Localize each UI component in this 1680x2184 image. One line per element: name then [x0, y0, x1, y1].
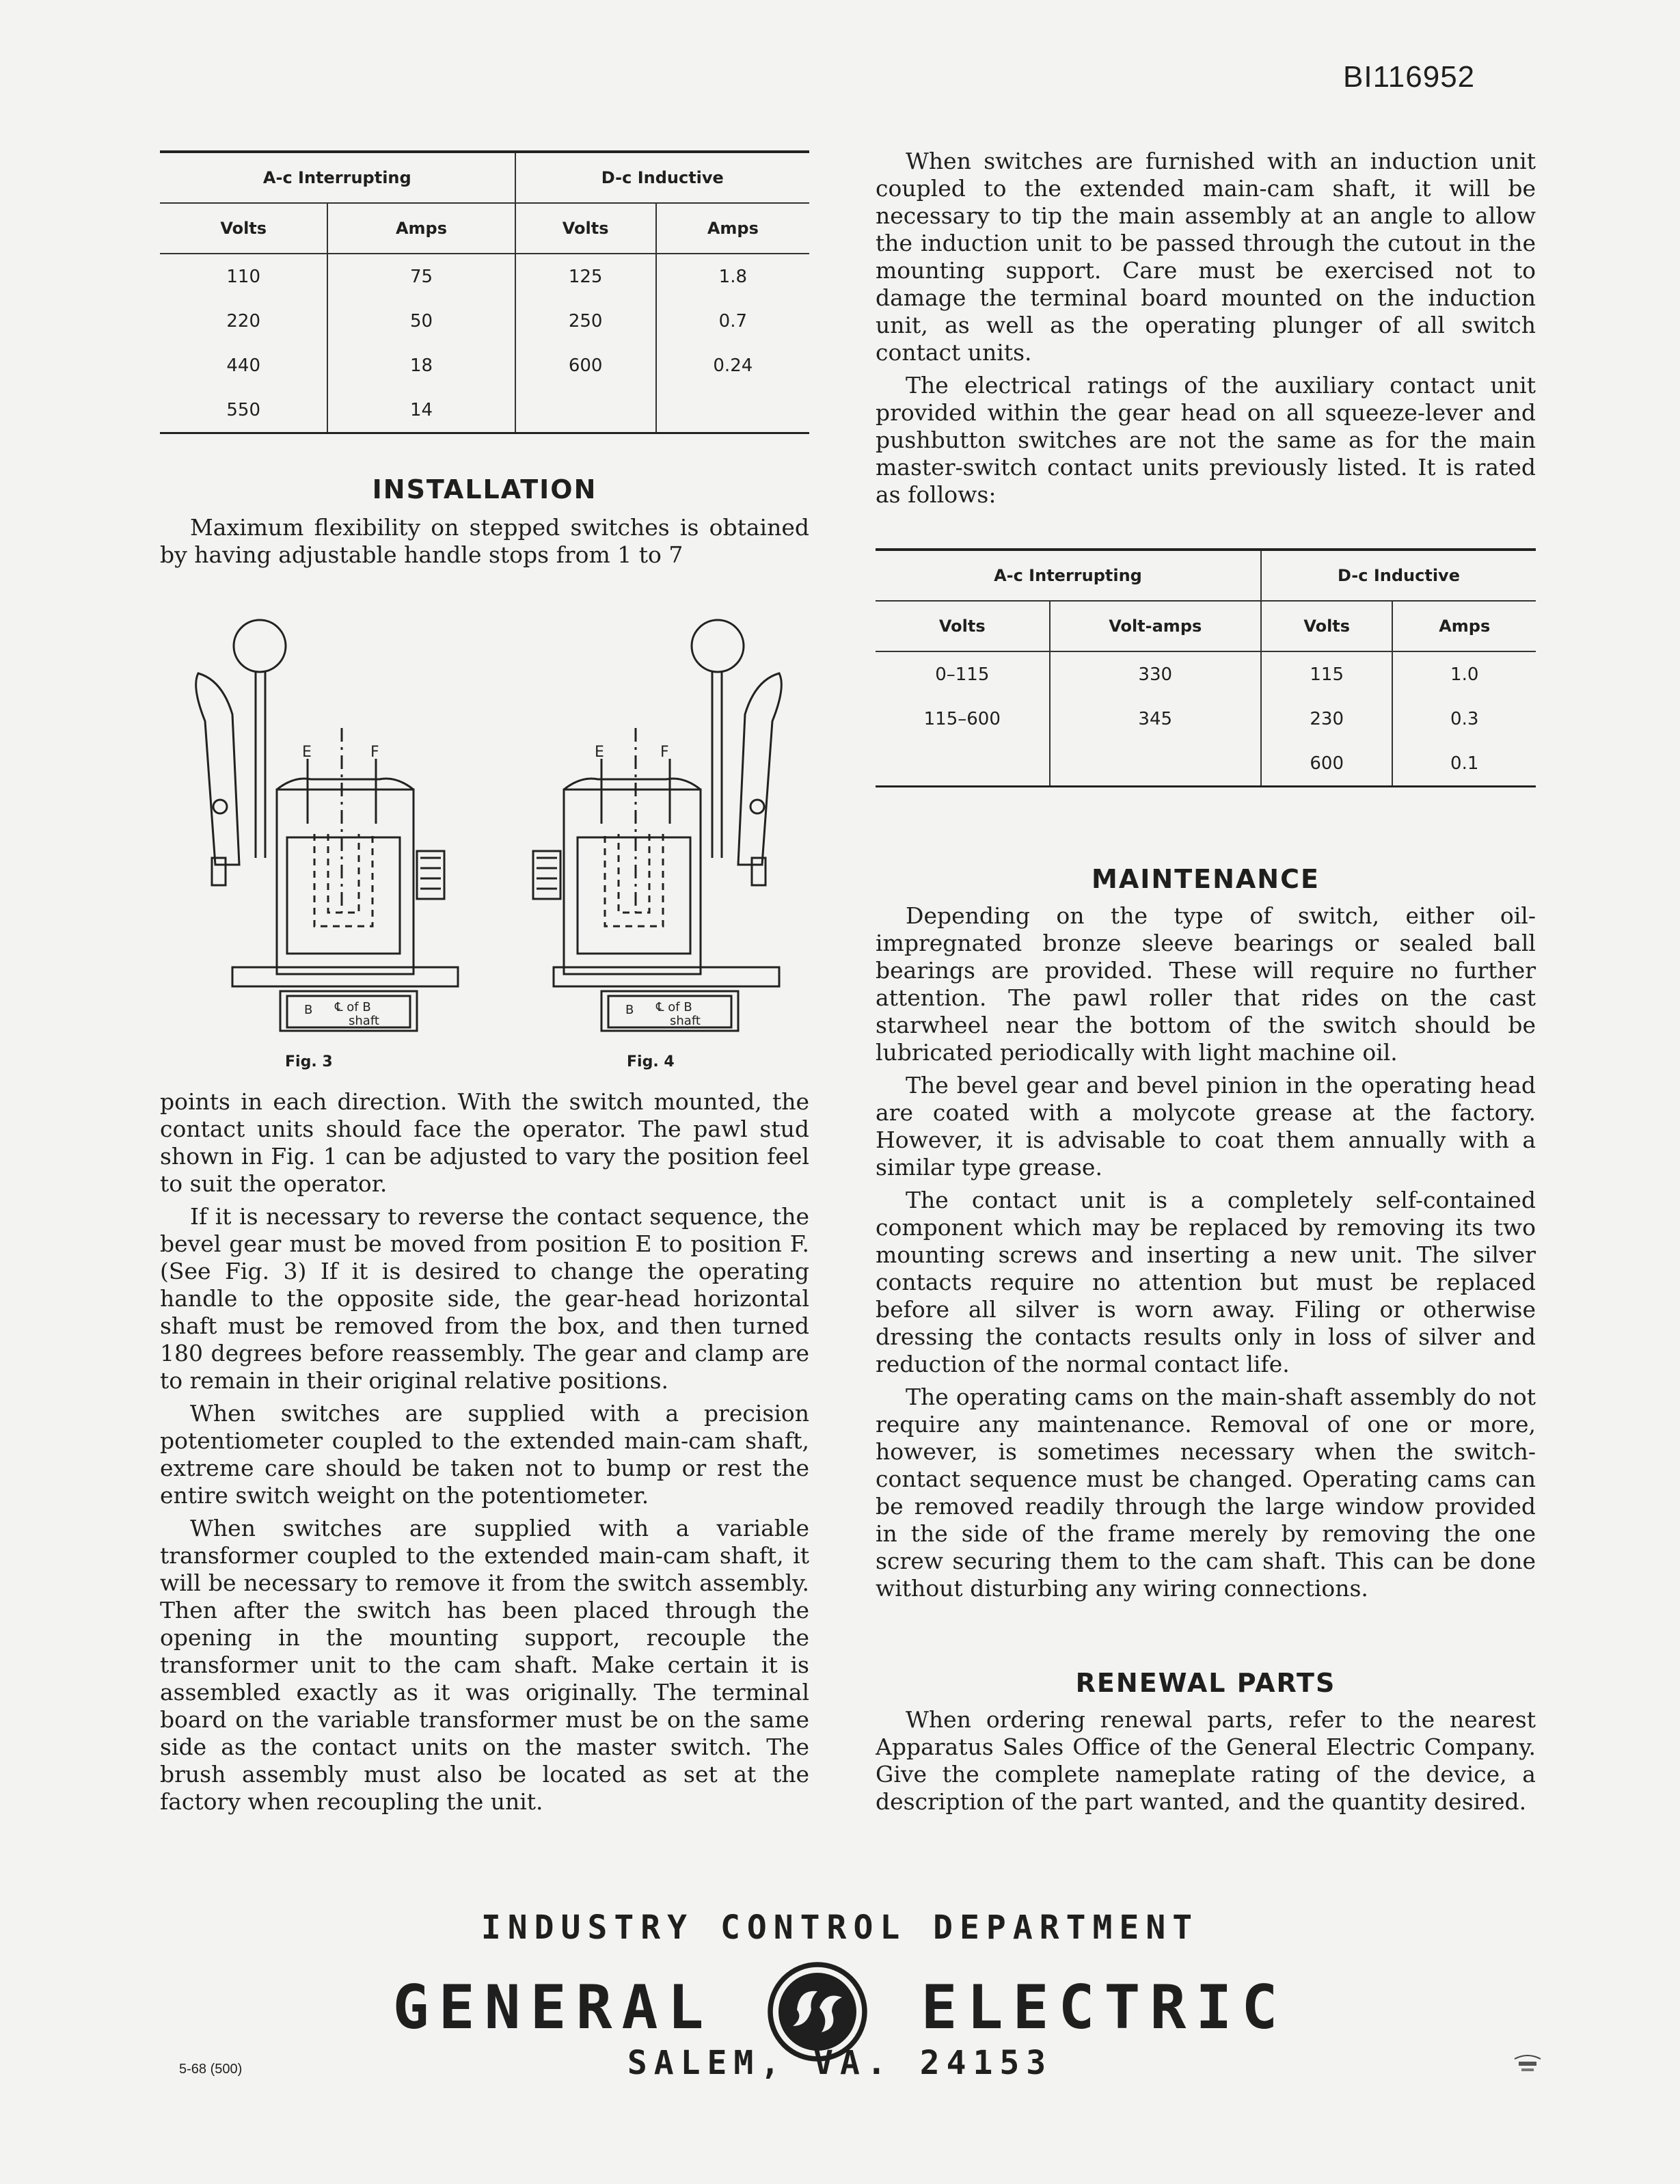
print-code: 5-68 (500) — [179, 2062, 243, 2077]
induction-unit-text — [876, 148, 1536, 514]
handle-knob-icon — [692, 620, 744, 672]
paragraph: If it is necessary to reverse the contact sequence, the bevel gear must be moved from position E to position F. (See Fig. 3) If it is desired to change the operating handle to the opposite side, the gear-head horizontal shaft must be removed from the box, and then turned 180 degrees before reassembly. The gear and clamp are to remain in their original relative positions. — [160, 1203, 809, 1394]
dc-group-header: D-c Inductive — [515, 152, 809, 203]
table-cell: 0.1 — [1392, 741, 1536, 787]
contact-rating-table — [160, 150, 809, 434]
label-shaft: shaft — [349, 1014, 379, 1028]
table-row — [160, 388, 809, 433]
installation-body — [160, 1088, 809, 1821]
table-cell: 50 — [327, 299, 515, 343]
paragraph: When ordering renewal parts, refer to the nearest Apparatus Sales Office of the General Electric Company. Give the complete nameplate rating of the device, a description of the part wanted, and the quantity desired. — [876, 1706, 1536, 1815]
renewal-parts-heading: RENEWAL PARTS — [1075, 1668, 1336, 1698]
table-cell — [876, 741, 1050, 787]
label-e: E — [595, 744, 604, 761]
squeeze-lever-icon — [196, 673, 239, 865]
label-b: B — [304, 1003, 313, 1017]
table-row — [160, 299, 809, 343]
renewal-parts-body — [876, 1706, 1536, 1821]
paragraph: The electrical ratings of the auxiliary contact unit provided within the gear head on all squeeze-lever and pushbutton switches are not the same as for the main master-switch contact units previously listed. It is rated as follows: — [876, 372, 1536, 508]
installation-intro — [160, 514, 809, 574]
col-header: Volts — [515, 203, 656, 254]
table-cell: 18 — [327, 343, 515, 388]
col-header: Volts — [160, 203, 327, 254]
paragraph: points in each direction. With the switch mounted, the contact units should face the operator. The pawl stud shown in Fig. 1 can be adjusted to vary the position feel to suit the operator. — [160, 1088, 809, 1197]
auxiliary-contact-rating-table — [876, 548, 1536, 787]
company-address: SALEM, VA. 24153 — [627, 2044, 1053, 2082]
maintenance-heading: MAINTENANCE — [1092, 864, 1320, 894]
paragraph: When switches are supplied with a variable transformer coupled to the extended main-cam shaft, it will be necessary to remove it from the switch assembly. Then after the switch has been placed through the opening in the mounting support, recouple the transformer unit to the cam shaft. Make certain it is assembled exactly as it was originally. The terminal board on the variable transformer must be on the same side as the contact units on the master switch. The brush assembly must also be located as set at the factory when recoupling the unit. — [160, 1515, 809, 1815]
table-cell: 600 — [1261, 741, 1393, 787]
table-cell: 0.7 — [656, 299, 809, 343]
table-cell: 345 — [1050, 697, 1261, 741]
table-cell: 600 — [515, 343, 656, 388]
table-cell: 550 — [160, 388, 327, 433]
department-name: INDUSTRY CONTROL DEPARTMENT — [480, 1909, 1200, 1947]
union-label-icon — [1510, 2051, 1545, 2078]
table-cell: 1.8 — [656, 254, 809, 299]
label-centerline: ℄ of B — [656, 1000, 692, 1014]
table-row — [876, 741, 1536, 787]
table-cell: 330 — [1050, 651, 1261, 697]
table-cell: 125 — [515, 254, 656, 299]
handle-knob-icon — [234, 620, 286, 672]
ac-group-header: A-c Interrupting — [876, 550, 1261, 601]
figure-4-switch-drawing — [506, 605, 793, 1042]
col-header: Volt-amps — [1050, 601, 1261, 651]
company-name-left: GENERAL — [392, 1971, 714, 2043]
installation-heading: INSTALLATION — [372, 474, 597, 504]
table-cell: 115–600 — [923, 708, 1001, 729]
table-cell: 14 — [327, 388, 515, 433]
document-id: BI116952 — [1343, 60, 1476, 94]
paragraph: Depending on the type of switch, either oil-impregnated bronze sleeve bearings or sealed ball bearings are provided. These will require no further attention. The pawl roller that rides on the cast starwheel near the bottom of the switch should be lubricated periodically with light machine oil. — [876, 902, 1536, 1066]
paragraph: The bevel gear and bevel pinion in the operating head are coated with a molycote grease at the factory. However, it is advisable to coat them annually with a similar type grease. — [876, 1072, 1536, 1181]
table-cell: 220 — [226, 310, 260, 332]
label-e: E — [302, 744, 312, 761]
figure-3-switch-drawing — [185, 605, 472, 1042]
col-header: Volts — [876, 601, 1050, 651]
table-cell: 110 — [226, 266, 260, 287]
paragraph: The operating cams on the main-shaft assembly do not require any maintenance. Removal of one or more, however, is sometimes necessary when the switch-contact sequence must be changed. Operating cams can be removed readily through the large window provided in the side of the frame merely by removing the one screw securing them to the cam shaft. This can be done without disturbing any wiring connections. — [876, 1384, 1536, 1602]
table-cell: 0.3 — [1392, 697, 1536, 741]
table-cell: 1.0 — [1392, 651, 1536, 697]
col-header: Volts — [1261, 601, 1393, 651]
table-cell: 75 — [327, 254, 515, 299]
squeeze-lever-icon — [738, 673, 781, 865]
table-cell: 440 — [226, 355, 260, 376]
table-cell: 0–115 — [935, 664, 990, 685]
table-cell: 250 — [515, 299, 656, 343]
figure-4-caption: Fig. 4 — [627, 1053, 675, 1070]
table-cell — [515, 388, 656, 433]
table-cell: 230 — [1261, 697, 1393, 741]
col-header: Amps — [1392, 601, 1536, 651]
paragraph: When switches are supplied with a precision potentiometer coupled to the extended main-cam shaft, extreme care should be taken not to bump or rest the entire switch weight on the potentiometer. — [160, 1400, 809, 1509]
table-row — [160, 254, 809, 299]
ac-group-header: A-c Interrupting — [160, 152, 515, 203]
col-header: Amps — [656, 203, 809, 254]
label-shaft: shaft — [670, 1014, 701, 1028]
table-cell — [656, 388, 809, 433]
table-row — [876, 697, 1536, 741]
figure-3-caption: Fig. 3 — [285, 1053, 333, 1070]
table-cell — [1050, 741, 1261, 787]
table-row — [160, 343, 809, 388]
label-f: F — [660, 744, 669, 761]
label-f: F — [370, 744, 379, 761]
label-centerline: ℄ of B — [335, 1000, 371, 1014]
paragraph: Maximum flexibility on stepped switches is obtained by having adjustable handle stops from 1 to 7 — [160, 514, 809, 568]
paragraph: The contact unit is a completely self-contained component which may be replaced by removing its two mounting screws and inserting a new unit. The silver contacts require no attention but must be replaced before all silver is worn away. Filing or otherwise dressing the contacts results only in loss of silver and reduction of the normal contact life. — [876, 1187, 1536, 1377]
company-name-right: ELECTRIC — [921, 1971, 1288, 2043]
paragraph: When switches are furnished with an induction unit coupled to the extended main-cam shaft, it will be necessary to tip the main assembly at an angle to allow the induction unit to be passed through the cutout in the mounting support. Care must be exercised not to damage the terminal board mounted on the induction unit, as well as the operating plunger of all switch contact units. — [876, 148, 1536, 366]
table-cell: 115 — [1261, 651, 1393, 697]
table-row — [876, 651, 1536, 697]
maintenance-body — [876, 902, 1536, 1608]
label-b: B — [625, 1003, 634, 1017]
dc-group-header: D-c Inductive — [1261, 550, 1536, 601]
table-cell: 0.24 — [656, 343, 809, 388]
col-header: Amps — [327, 203, 515, 254]
